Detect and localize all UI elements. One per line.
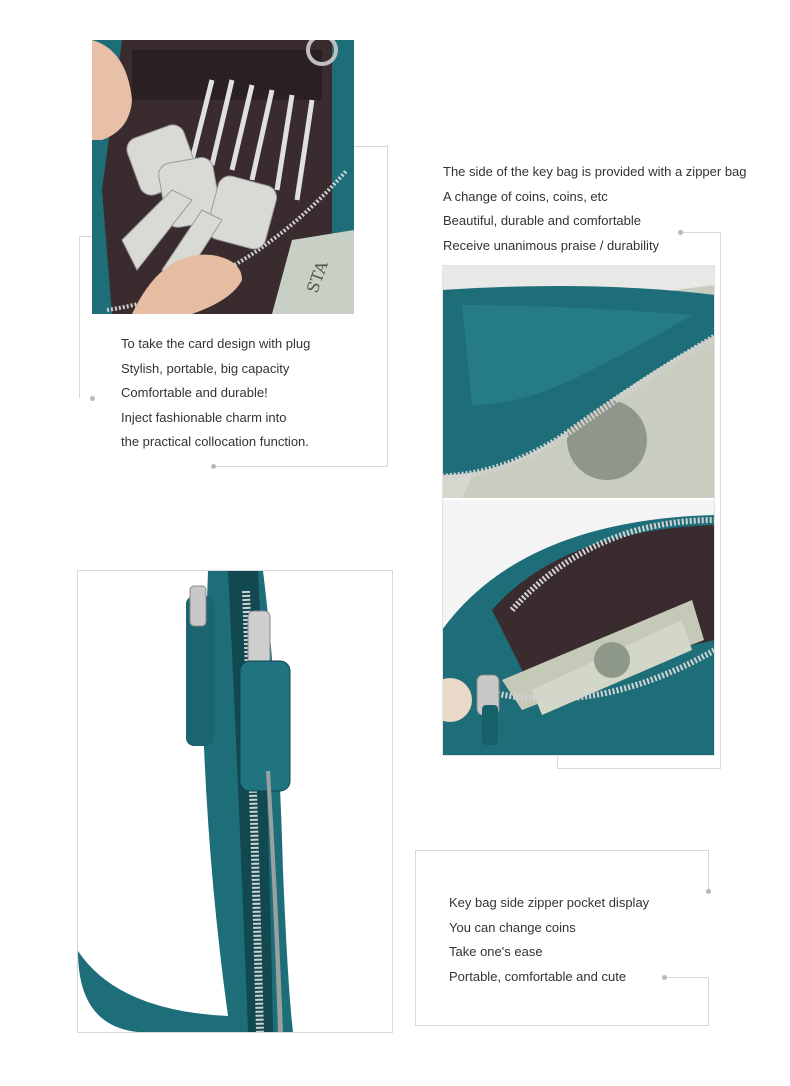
card-design-text xyxy=(121,332,310,455)
side-zipper-line-1: The side of the key bag is provided with a zipper bag xyxy=(443,164,747,179)
card-design-line-4: Inject fashionable charm into xyxy=(121,409,287,425)
card-design-line-1: To take the card design with plug xyxy=(121,336,311,351)
card-design-line-3: Comfortable and durable! xyxy=(121,385,268,400)
pocket-display-text xyxy=(449,891,649,989)
side-zipper-line-4: Receive unanimous praise / durability xyxy=(443,237,660,253)
side-zipper-line-2: A change of coins, coins, etc xyxy=(443,188,608,204)
pocket-display-line-4: Portable, comfortable and cute xyxy=(449,968,627,984)
svg-text:STA: STA xyxy=(302,258,332,296)
card-design-line-2: Stylish, portable, big capacity xyxy=(121,360,290,376)
side-zipper-line-3: Beautiful, durable and comfortable xyxy=(443,213,642,228)
card-design-line-5: the practical collocation function. xyxy=(121,434,309,449)
pocket-display-line-2: You can change coins xyxy=(449,919,576,935)
side-zipper-text xyxy=(443,160,747,258)
pocket-display-line-3: Take one's ease xyxy=(449,944,543,959)
pocket-display-line-1: Key bag side zipper pocket display xyxy=(449,895,650,910)
open-key-holder-photo xyxy=(92,40,354,314)
side-zipper-closeup-photo xyxy=(78,571,392,1032)
